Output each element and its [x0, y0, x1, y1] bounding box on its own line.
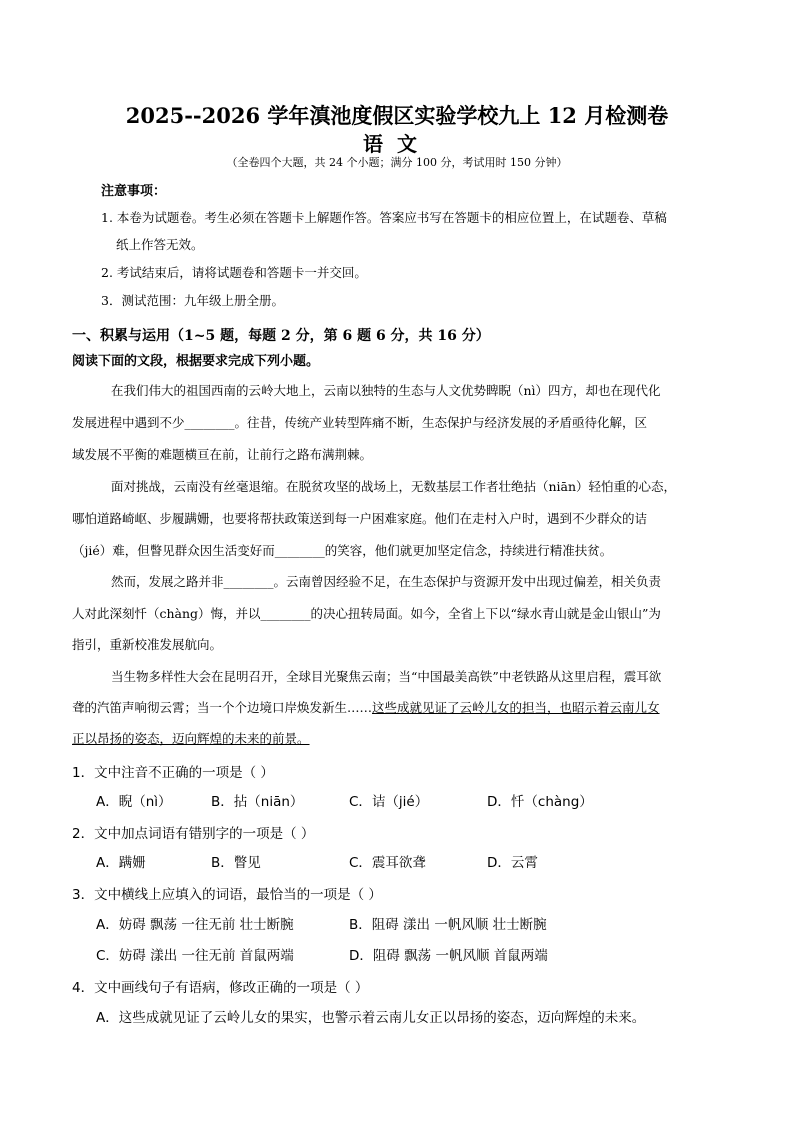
passage-p2-line-2: 哪怕道路崎岖、步履蹒姗，也要将帮扶政策送到每一户困难家庭。他们在走村入户时，遇到不少群众的诘: [72, 511, 648, 526]
passage-p4-line-1: 当生物多样性大会在昆明召开，全球目光聚焦云南；当“中国最美高铁”中老铁路从这里启程，震耳欲: [111, 669, 662, 684]
q2-option-c: C．震耳欲聋: [349, 855, 426, 871]
q1-option-a: A．睨（nì）: [96, 794, 172, 810]
passage-p2-line-1: 面对挑战，云南没有丝毫退缩。在脱贫攻坚的战场上，无数基层工作者壮绝拈（niān）轻怕重的心态，: [111, 479, 677, 494]
question-4: 4．文中画线句子有语病，修改正确的一项是（ ）: [72, 980, 369, 996]
passage-p3-line-3: 指引，重新校准发展航向。: [72, 637, 223, 652]
q2-option-b: B．瞥见: [211, 855, 261, 871]
q2-option-a: A．蹒姗: [96, 855, 146, 871]
question-1: 1．文中注音不正确的一项是（ ）: [72, 765, 274, 781]
q4-option-a: A．这些成就见证了云岭儿女的果实，也警示着云南儿女正以昂扬的姿态，迈向辉煌的未来。: [96, 1010, 646, 1026]
notice-item-2: 2. 考试结束后，请将试题卷和答题卡一并交回。: [101, 265, 367, 280]
q2-option-d: D．云霄: [487, 855, 538, 871]
passage-p4-line-2-plain: 聋的汽笛声响彻云霄；当一个个边境口岸焕发新生……: [72, 700, 373, 715]
underlined-sentence-part-1: 这些成就见证了云岭儿女的担当，也昭示着云南儿女: [372, 700, 660, 715]
section-1-heading: 一、积累与运用（1~5 题，每题 2 分，第 6 题 6 分，共 16 分）: [72, 328, 490, 344]
passage-p1-line-1: 在我们伟大的祖国西南的云岭大地上，云南以独特的生态与人文优势睥睨（nì）四方，却也在现代化: [111, 383, 661, 398]
passage-p2-line-3: （jié）难，但瞥见群众因生活变好而________的笑容，他们就更加坚定信念，持续进行精准扶贫。: [72, 543, 613, 558]
section-1-intro: 阅读下面的文段，根据要求完成下列小题。: [72, 354, 320, 369]
q1-option-c: C．诘（jié）: [349, 794, 429, 810]
question-3: 3．文中横线上应填入的词语，最恰当的一项是（ ）: [72, 887, 382, 903]
q3-option-a: A．妨碍 飘荡 一往无前 壮士断腕: [96, 917, 294, 933]
notice-item-1-line-1: 1. 本卷为试题卷。考生必须在答题卡上解题作答。答案应书写在答题卡的相应位置上，在试题卷、草稿: [101, 210, 667, 225]
underlined-sentence-part-2: 正以昂扬的姿态，迈向辉煌的未来的前景。: [72, 731, 310, 746]
q1-option-d: D．忏（chàng）: [487, 794, 593, 810]
notice-title: 注意事项：: [101, 184, 167, 199]
exam-meta: （全卷四个大题，共 24 个小题；满分 100 分，考试用时 150 分钟）: [226, 156, 568, 169]
question-2: 2．文中加点词语有错别字的一项是（ ）: [72, 826, 315, 842]
passage-p3-line-2: 人对此深刻忏（chàng）悔，并以________的决心扭转局面。如今，全省上下以“绿水青山就是金山银山”为: [72, 606, 661, 621]
passage-p4-line-2: [72, 698, 660, 716]
passage-p1-line-2: 发展进程中遇到不少________。往昔，传统产业转型阵痛不断，生态保护与经济发展的矛盾亟待化解，区: [72, 415, 648, 430]
q3-option-c: C．妨碍 漾出 一往无前 首鼠两端: [96, 948, 294, 964]
passage-p1-line-3: 域发展不平衡的难题横亘在前，让前行之路布满荆棘。: [72, 447, 373, 462]
notice-item-3: 3．测试范围：九年级上册全册。: [101, 293, 284, 308]
q3-option-d: D．阻碍 飘荡 一帆风顺 首鼠两端: [349, 948, 548, 964]
notice-item-1-line-2: 纸上作答无效。: [116, 237, 204, 252]
q1-option-b: B．拈（niān）: [211, 794, 304, 810]
q3-option-b: B．阻碍 漾出 一帆风顺 壮士断腕: [349, 917, 547, 933]
exam-title: 2025--2026 学年滇池度假区实验学校九上 12 月检测卷: [125, 103, 669, 128]
subject-title: 语文: [363, 132, 431, 156]
passage-p3-line-1: 然而，发展之路并非________。云南曾因经验不足，在生态保护与资源开发中出现过偏差，相关负责: [111, 574, 662, 589]
